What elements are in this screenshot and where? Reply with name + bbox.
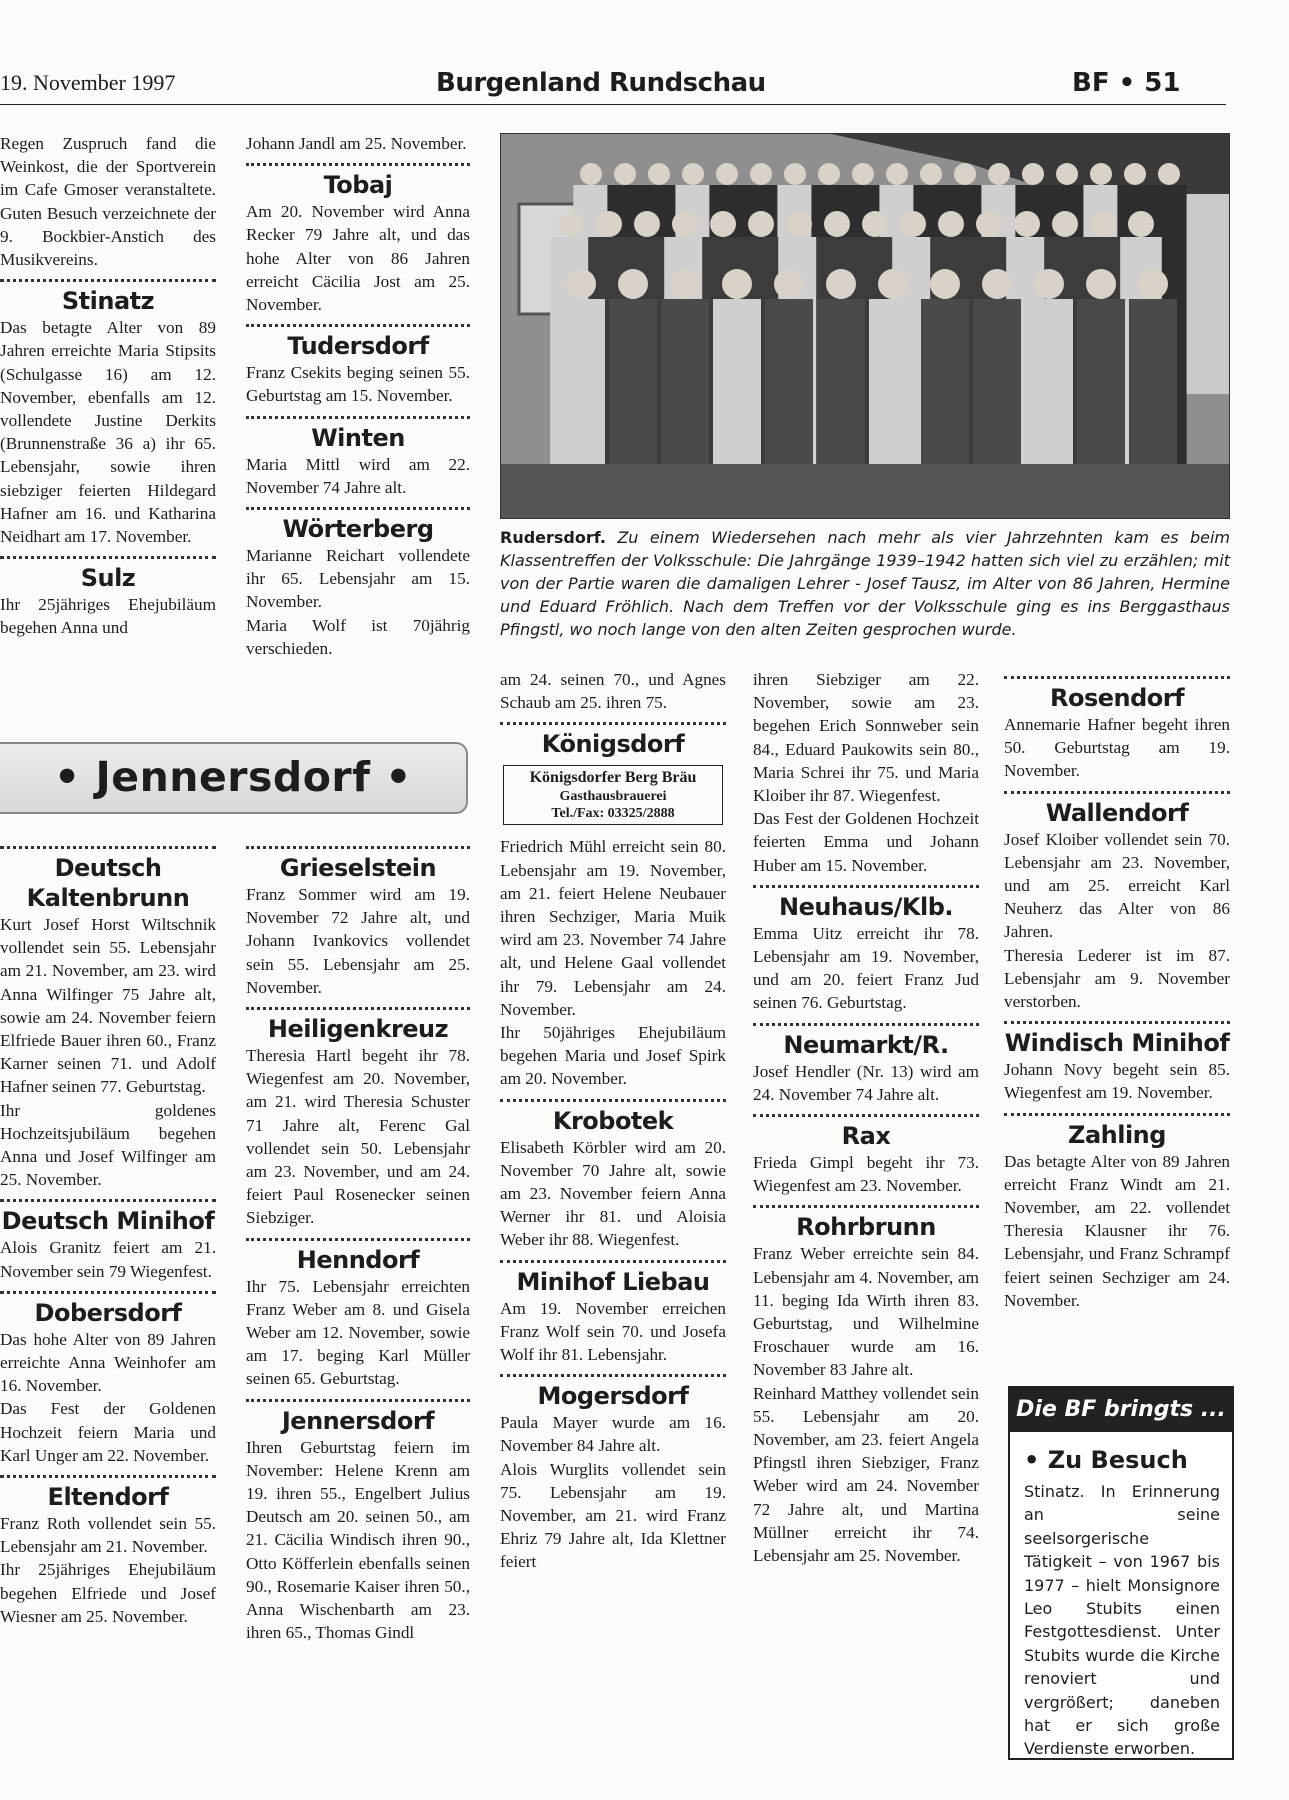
notice-paragraph: Franz Csekits beging seinen 55. Geburtstag am 15. November.	[246, 363, 470, 406]
notice-paragraph: Das Fest der Goldenen Hochzeit feiern Maria und Karl Unger am 22. November.	[0, 1399, 216, 1465]
notice-paragraph: Alois Wurglits vollendet sein 75. Lebensjahr am 19. November, am 21. wird Franz Ehriz 79 Jahre alt, Ida Klettner feiert	[500, 1459, 726, 1572]
dotted-divider	[753, 1114, 979, 1117]
bf-box-text: Stinatz. In Erinnerung an seine seelsorgerische Tätigkeit – von 1967 bis 1977 – hielt Monsignore Leo Stubits einen Festgottesdienst. Unter Stubits wurde die Kirche renoviert und vergrößert; daneben hat er sich große Verdienste erworben.	[1024, 1482, 1220, 1759]
person-head	[1086, 269, 1116, 299]
notice-paragraph: Franz Weber erreichte sein 84. Lebensjahr am 4. November, am 11. beging Ida Wirth ihren 83. Geburtstag, und Wilhelmine Froschauer wurde am 16. November 83 Jahre alt.	[753, 1244, 979, 1380]
dotted-divider	[500, 1099, 726, 1102]
person-head	[1052, 211, 1078, 237]
person-head	[954, 163, 976, 185]
bf-box-heading: • Zu Besuch	[1024, 1446, 1188, 1474]
dotted-divider	[753, 1023, 979, 1026]
place-heading-neuhaus-klb: Neuhaus/Klb.	[779, 892, 953, 921]
dotted-divider	[500, 1374, 726, 1377]
person-head	[710, 211, 736, 237]
person-head	[920, 163, 942, 185]
person-head	[580, 163, 602, 185]
notice-paragraph: Marianne Reichart vollendete ihr 65. Lebensjahr am 15. November.	[246, 546, 470, 612]
notice-paragraph: Maria Mittl wird am 22. November 74 Jahre alt.	[246, 454, 470, 497]
person-head	[976, 211, 1002, 237]
person-head	[818, 163, 840, 185]
dotted-divider	[246, 1238, 470, 1241]
notice-paragraph: Ihr 75. Lebensjahr erreichten Franz Weber am 8. und Gisela Weber am 12. November, sowie am 17. beging Karl Müller seinen 65. Geburtstag.	[246, 1276, 470, 1389]
dotted-divider	[0, 846, 216, 849]
person-body	[869, 299, 917, 464]
notice-paragraph: Emma Uitz erreicht ihr 78. Lebensjahr am 19. November, und am 20. feiert Franz Jud seinen 76. Geburtstag.	[753, 923, 979, 1013]
column-1-bottom	[0, 838, 216, 1628]
caption-place: Rudersdorf.	[500, 528, 606, 547]
person-head	[1128, 211, 1154, 237]
place-heading-dobersdorf: Dobersdorf	[34, 1298, 182, 1327]
notice-paragraph: Ihr 50jähriges Ehejubiläum begehen Maria und Josef Spirk am 20. November.	[500, 1023, 726, 1089]
notice-paragraph: ihren Siebziger am 22. November, sowie am 23. begehen Erich Sonnweber sein 84., Eduard Paukowits sein 80., Maria Schrei ihr 75. und Maria Kloiber ihr 87. Wiegenfest.	[753, 670, 979, 806]
header-rule	[0, 104, 1226, 105]
person-body	[1129, 299, 1177, 464]
person-head	[722, 269, 752, 299]
person-head	[774, 269, 804, 299]
person-head	[988, 163, 1010, 185]
notice-paragraph: Das Fest der Goldenen Hochzeit feierten Emma und Johann Huber am 15. November.	[753, 809, 979, 875]
caption-text: Zu einem Wiedersehen nach mehr als vier Jahrzehnten kam es beim Klassentreffen der Volksschule: Die Jahrgänge 1939–1942 hatten sich viel zu erzählen; mit von der Partie waren die damaligen Lehrer - Josef Tausz, im Alter von 86 Jahren, Hermine und Eduard Fröhlich. Nach dem Treffen vor der Volksschule ging es ins Berggasthaus Pfingstl, wo noch lange von den alten Zeiten gesprochen wurde.	[500, 528, 1230, 639]
place-heading-minihof-liebau: Minihof Liebau	[516, 1267, 710, 1296]
dotted-divider	[0, 1199, 216, 1202]
notice-paragraph: Theresia Lederer ist im 87. Lebensjahr am 9. November verstorben.	[1004, 945, 1230, 1012]
place-heading-rosendorf: Rosendorf	[1049, 684, 1185, 712]
issue-date: 19. November 1997	[0, 70, 176, 95]
notice-paragraph: Franz Roth vollendet sein 55. Lebensjahr am 21. November.	[0, 1514, 216, 1557]
person-head	[852, 163, 874, 185]
person-head	[1022, 163, 1044, 185]
dotted-divider	[246, 507, 470, 510]
person-head	[786, 211, 812, 237]
person-body	[817, 299, 865, 464]
notice-paragraph: Ihren Geburtstag feiern im November: Helene Krenn am 19. ihren 55., Engelbert Julius Deutsch am 20. seinen 50., am 21. Cäcilia Windisch ihren 90., Otto Köfferlein ebenfalls seinen 90., Rosemarie Kaiser ihren 50., Anna Wischenbarth am 23. ihren 65., Thomas Gindl	[246, 1437, 470, 1643]
notice-paragraph: Annemarie Hafner begeht ihren 50. Geburtstag am 19. November.	[1004, 715, 1230, 781]
notice-paragraph: Alois Granitz feiert am 21. November sein 79 Wiegenfest.	[0, 1238, 216, 1281]
notice-paragraph: Elisabeth Körbler wird am 20. November 70 Jahre alt, sowie am 23. November feiern Anna Werner ihr 81. und Aloisia Weber ihr 88. Wiegenfest.	[500, 1137, 726, 1250]
notice-paragraph: Josef Kloiber vollendet sein 70. Lebensjahr am 23. November, und am 25. erreicht Karl Neuherz das Alter von 86 Jahren.	[1004, 829, 1230, 942]
place-heading-eltendorf: Eltendorf	[47, 1483, 169, 1512]
person-head	[878, 269, 908, 299]
dotted-divider	[246, 324, 470, 327]
dotted-divider	[753, 885, 979, 888]
person-head	[558, 211, 584, 237]
place-heading-jennersdorf: Jennersdorf	[281, 1406, 435, 1435]
dotted-divider	[246, 1007, 470, 1010]
person-head	[1034, 269, 1064, 299]
notice-paragraph: Johann Jandl am 25. November.	[246, 134, 467, 153]
notice-paragraph: Theresia Hartl begeht ihr 78. Wiegenfest am 20. November, am 21. wird Theresia Schuster 71 Jahre alt, Ferenc Gal vollendet sein 50. Lebensjahr am 23. November, und am 24. feiert Paul Rosenecker seinen Siebziger.	[246, 1046, 470, 1228]
brewery-ad-name: Königsdorfer Berg Bräu	[529, 769, 697, 787]
brewery-ad-tel: Tel./Fax: 03325/2888	[551, 806, 675, 822]
person-head	[1090, 163, 1112, 185]
dotted-divider	[1004, 1113, 1230, 1116]
crowd	[550, 163, 1186, 464]
column-5	[1004, 668, 1230, 1312]
person-body	[973, 299, 1021, 464]
person-head	[826, 269, 856, 299]
group-photo	[500, 133, 1230, 519]
place-heading-winten: Winten	[311, 423, 405, 452]
place-heading-sulz: Sulz	[80, 564, 136, 593]
notice-paragraph: Am 19. November erreichen Franz Wolf sein 70. und Josefa Wolf ihr 81. Lebensjahr.	[500, 1298, 726, 1365]
section-banner	[0, 742, 468, 814]
place-heading-heiligenkreuz: Heiligenkreuz	[267, 1015, 449, 1044]
photo-caption	[500, 526, 1230, 641]
person-head	[900, 211, 926, 237]
notice-paragraph: Friedrich Mühl erreicht sein 80. Lebensjahr am 19. November, am 21. feiert Helene Neubauer ihren Sechziger, Maria Muik wird am 23. November 74 Jahre alt, und Helene Gaal vollendet ihr 79. Lebensjahr am 24. November.	[500, 837, 726, 1019]
person-head	[1056, 163, 1078, 185]
notice-paragraph: Regen Zuspruch fand die Weinkost, die der Sportverein im Cafe Gmoser veranstaltete. Guten Besuch verzeichnete der 9. Bockbier-Anstich des Musikvereins.	[0, 134, 216, 270]
person-head	[938, 211, 964, 237]
dotted-divider	[0, 279, 216, 282]
notice-paragraph: Johann Novy begeht sein 85. Wiegenfest am 19. November.	[1004, 1060, 1230, 1103]
person-head	[1090, 211, 1116, 237]
person-body	[1077, 299, 1125, 464]
person-body	[609, 299, 657, 464]
person-head	[672, 211, 698, 237]
bf-brings-box	[1008, 1386, 1234, 1760]
person-head	[634, 211, 660, 237]
person-body	[921, 299, 969, 464]
person-head	[862, 211, 888, 237]
place-heading-tobaj: Tobaj	[323, 171, 393, 200]
dotted-divider	[500, 1260, 726, 1263]
notice-paragraph: am 24. seinen 70., und Agnes Schaub am 25. ihren 75.	[500, 670, 726, 713]
notice-paragraph: Ihr goldenes Hochzeitsjubiläum begehen Anna und Josef Wilfinger am 25. November.	[0, 1100, 216, 1190]
place-heading-stinatz: Stinatz	[61, 287, 155, 316]
dotted-divider	[0, 1291, 216, 1294]
person-body	[557, 299, 605, 464]
notice-paragraph: Das betagte Alter von 89 Jahren erreicht Franz Windt am 21. November, am 22. vollendet Theresia Klausner ihr 76. Lebensjahr, und Franz Schrampf feiert seinen Sechziger am 24. November.	[1004, 1151, 1230, 1310]
person-head	[1138, 269, 1168, 299]
dotted-divider	[753, 1205, 979, 1208]
page-number: BF • 51	[1072, 68, 1181, 98]
notice-paragraph: Ihr 25jähriges Ehejubiläum begehen Elfriede und Josef Wiesner am 25. November.	[0, 1560, 216, 1626]
notice-paragraph: Paula Mayer wurde am 16. November 84 Jahre alt.	[500, 1413, 726, 1456]
notice-paragraph: Kurt Josef Horst Wiltschnik vollendet sein 55. Lebensjahr am 21. November, am 23. wird Anna Wilfinger 75 Jahre alt, sowie am 24. November feiern Elfriede Bauer ihren 60., Franz Karner seinen 71. und Adolf Hafner seinen 77. Geburtstag.	[0, 915, 216, 1097]
notice-paragraph: Franz Sommer wird am 19. November 72 Jahre alt, und Johann Ivankovics vollendet sein 55. Lebensjahr am 25. November.	[246, 885, 470, 997]
person-body	[1025, 299, 1073, 464]
person-head	[784, 163, 806, 185]
person-head	[750, 163, 772, 185]
place-heading-deutsch-kaltenbrunn: Deutsch Kaltenbrunn	[26, 854, 190, 912]
notice-paragraph: Ihr 25jähriges Ehejubiläum begehen Anna und	[0, 595, 216, 638]
brewery-ad-sub: Gasthausbrauerei	[559, 789, 667, 805]
group-photo-image	[501, 134, 1229, 518]
person-head	[716, 163, 738, 185]
place-heading-königsdorf: Königsdorf	[541, 730, 685, 759]
notice-paragraph: Am 20. November wird Anna Recker 79 Jahre alt, und das hohe Alter von 86 Jahren erreicht Cäcilia Jost am 25. November.	[246, 202, 470, 315]
place-heading-krobotek: Krobotek	[552, 1106, 674, 1135]
newspaper-title: Burgenland Rundschau	[436, 68, 766, 98]
dotted-divider	[1004, 791, 1230, 794]
person-head	[596, 211, 622, 237]
person-head	[1014, 211, 1040, 237]
person-head	[982, 269, 1012, 299]
dotted-divider	[1004, 676, 1230, 679]
place-heading-rohrbrunn: Rohrbrunn	[796, 1213, 936, 1242]
column-1-top	[0, 132, 216, 640]
notice-paragraph: Das hohe Alter von 89 Jahren erreichte Anna Weinhofer am 16. November.	[0, 1329, 216, 1396]
person-body	[765, 299, 813, 464]
place-heading-deutsch-minihof: Deutsch Minihof	[1, 1207, 215, 1236]
place-heading-wörterberg: Wörterberg	[282, 515, 434, 544]
place-heading-grieselstein: Grieselstein	[279, 854, 437, 882]
bf-box-title: Die BF bringts ...	[1010, 1388, 1232, 1432]
column-2-top	[246, 132, 470, 660]
notice-paragraph: Maria Wolf ist 70jährig verschieden.	[246, 615, 470, 658]
person-head	[618, 269, 648, 299]
dotted-divider	[246, 846, 470, 849]
dotted-divider	[1004, 1021, 1230, 1024]
dotted-divider	[246, 1399, 470, 1402]
person-body	[661, 299, 709, 464]
notice-paragraph: Frieda Gimpl begeht ihr 73. Wiegenfest am 23. November.	[753, 1153, 979, 1196]
place-heading-henndorf: Henndorf	[296, 1245, 420, 1274]
dotted-divider	[246, 416, 470, 419]
person-head	[670, 269, 700, 299]
person-head	[824, 211, 850, 237]
person-head	[1158, 163, 1180, 185]
notice-paragraph: Reinhard Matthey vollendet sein 55. Lebensjahr am 20. November, am 23. feiert Angela Pfingstl ihren Siebziger, Franz Weber wird am 24. November 72 Jahre alt, und Martina Müllner erreicht ihr 74. Lebensjahr am 25. November.	[753, 1383, 979, 1566]
place-heading-rax: Rax	[841, 1122, 891, 1151]
place-heading-wallendorf: Wallendorf	[1045, 798, 1189, 827]
brewery-ad	[503, 765, 723, 825]
dotted-divider	[0, 1475, 216, 1478]
person-head	[614, 163, 636, 185]
person-head	[748, 211, 774, 237]
place-heading-zahling: Zahling	[1068, 1120, 1166, 1149]
person-head	[930, 269, 960, 299]
person-head	[1124, 163, 1146, 185]
column-4	[753, 668, 979, 1567]
notice-paragraph: Josef Hendler (Nr. 13) wird am 24. November 74 Jahre alt.	[753, 1061, 979, 1104]
place-heading-neumarkt-r: Neumarkt/R.	[783, 1030, 949, 1059]
notice-paragraph: Das betagte Alter von 89 Jahren erreichte Maria Stipsits (Schulgasse 16) am 12. November, ebenfalls am 12. vollendete Justine Derkits (Brunnenstraße 36 a) ihr 65. Lebensjahr, sowie ihren siebziger feierten Hildegard Hafner am 16. und Katharina Neidhart am 17. November.	[0, 318, 216, 547]
person-body	[713, 299, 761, 464]
dotted-divider	[246, 163, 470, 166]
column-3	[500, 668, 726, 1574]
dotted-divider	[0, 556, 216, 559]
person-head	[886, 163, 908, 185]
person-head	[682, 163, 704, 185]
person-head	[648, 163, 670, 185]
place-heading-tudersdorf: Tudersdorf	[287, 332, 429, 361]
place-heading-windisch-minihof: Windisch Minihof	[1004, 1029, 1230, 1058]
column-2-bottom	[246, 838, 470, 1644]
section-banner-label: • Jennersdorf •	[54, 753, 412, 801]
place-heading-mogersdorf: Mogersdorf	[537, 1382, 689, 1411]
person-head	[566, 269, 596, 299]
dotted-divider	[500, 722, 726, 725]
